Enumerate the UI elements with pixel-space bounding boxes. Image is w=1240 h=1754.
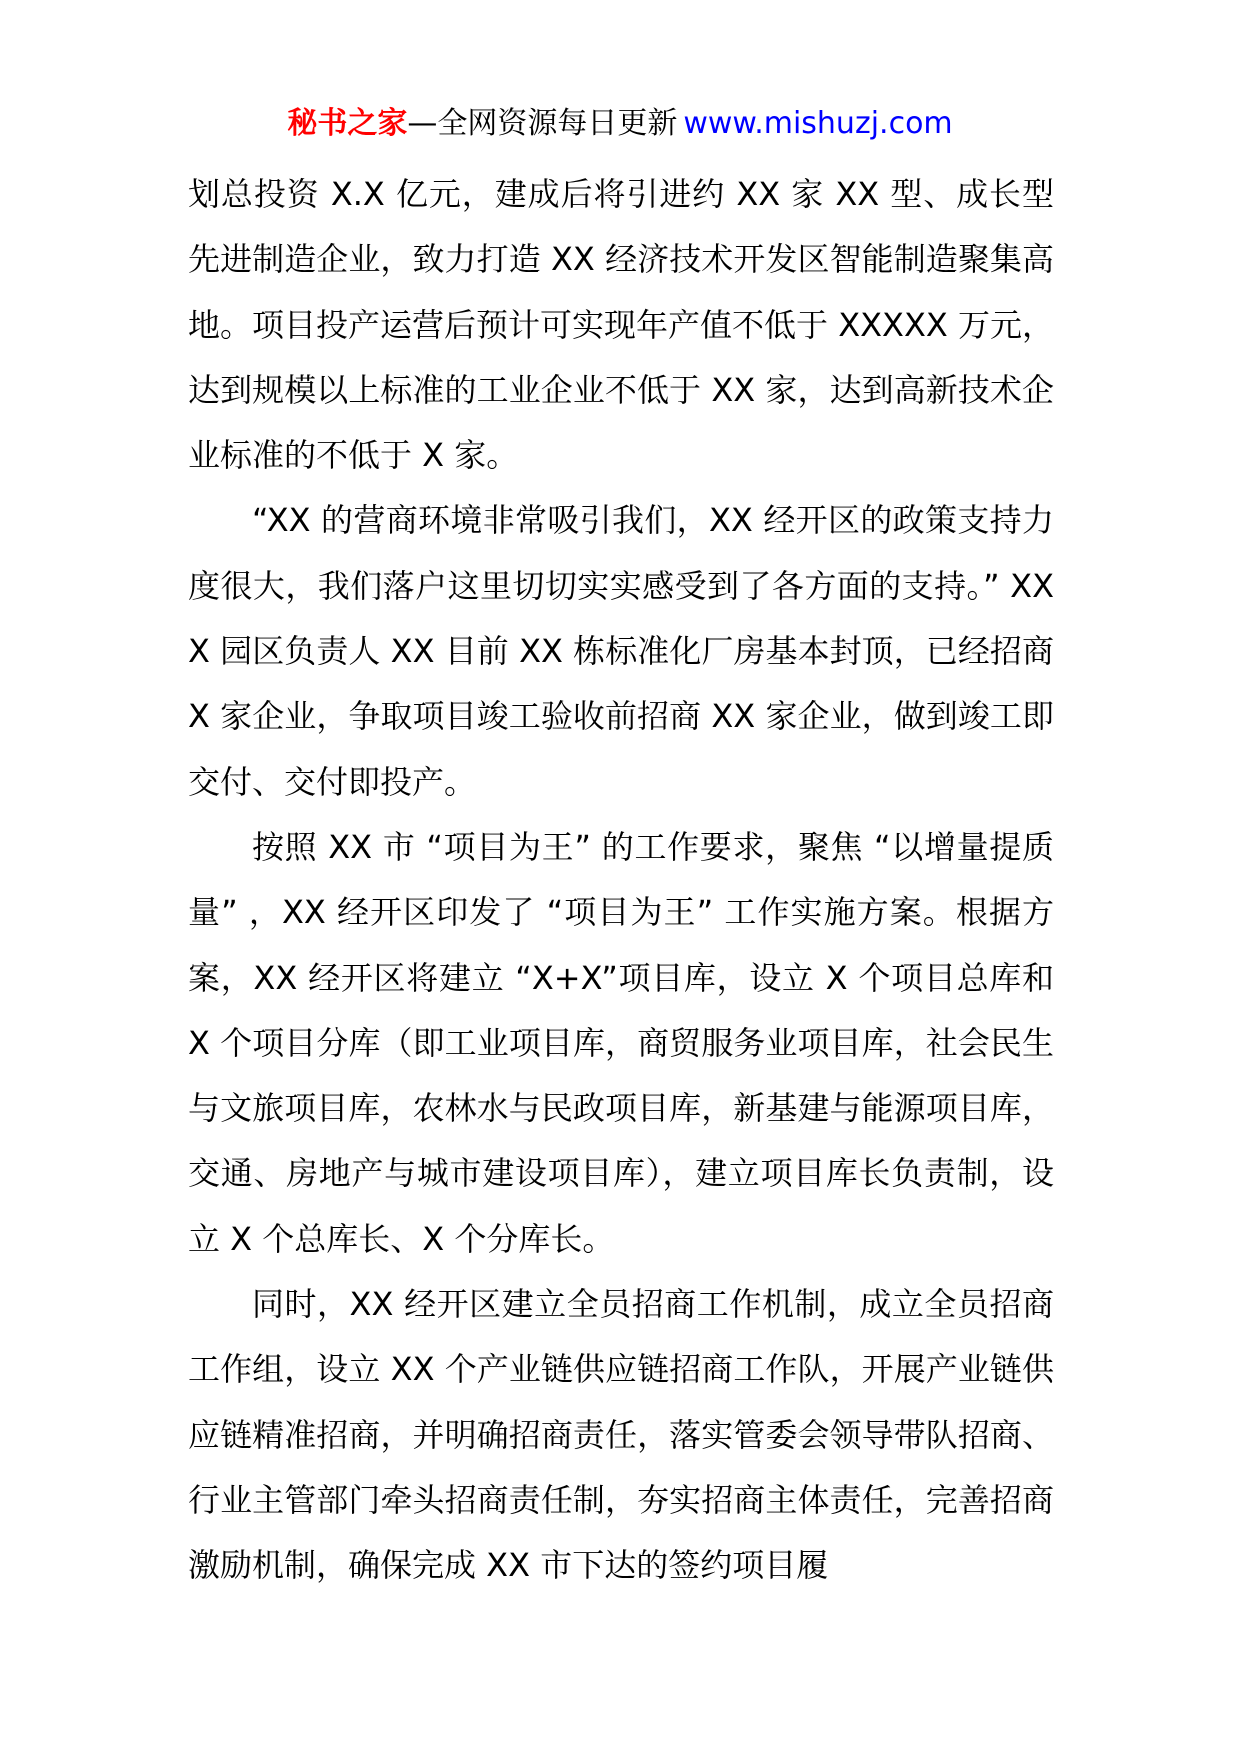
paragraph-3: 按照 XX 市 “项目为王” 的工作要求，聚焦 “以增量提质量” ，XX 经开区印发了 “项目为王” 工作实施方案。根据方案，XX 经开区将建立 “X+X”项目库，设立 X 个项目总库和 X 个项目分库（即工业项目库，商贸服务业项目库，社会民生与文旅项目库，农林水与民政项目库，新基建与能源项目库，交通、房地产与城市建设项目库），建立项目库长负责制，设立 X 个总库长、X 个分库长。 (188, 827, 1054, 1258)
header-tagline: —全网资源每日更新 (407, 106, 678, 141)
site-url-link[interactable]: www.mishuzj.com (683, 106, 953, 141)
page-header (0, 102, 1240, 146)
paragraph-1: 划总投资 X.X 亿元，建成后将引进约 XX 家 XX 型、成长型先进制造企业，致力打造 XX 经济技术开发区智能制造聚集高地。项目投产运营后预计可实现年产值不低于 XXXXX 万元，达到规模以上标准的工业企业不低于 XX 家，达到高新技术企业标准的不低于 X 家。 (188, 175, 1054, 475)
brand-name: 秘书之家 (287, 106, 408, 141)
paragraph-2: “XX 的营商环境非常吸引我们，XX 经开区的政策支持力度很大，我们落户这里切切实实感受到了各方面的支持。” XXX 园区负责人 XX 目前 XX 栋标准化厂房基本封顶，已经招商 X 家企业，争取项目竣工验收前招商 XX 家企业，做到竣工即交付、交付即投产。 (188, 501, 1054, 801)
document-body (188, 162, 1054, 1599)
paragraph-4: 同时，XX 经开区建立全员招商工作机制，成立全员招商工作组，设立 XX 个产业链供应链招商工作队，开展产业链供应链精准招商，并明确招商责任，落实管委会领导带队招商、行业主管部门牵头招商责任制，夯实招商主体责任，完善招商激励机制，确保完成 XX 市下达的签约项目履 (188, 1285, 1054, 1585)
